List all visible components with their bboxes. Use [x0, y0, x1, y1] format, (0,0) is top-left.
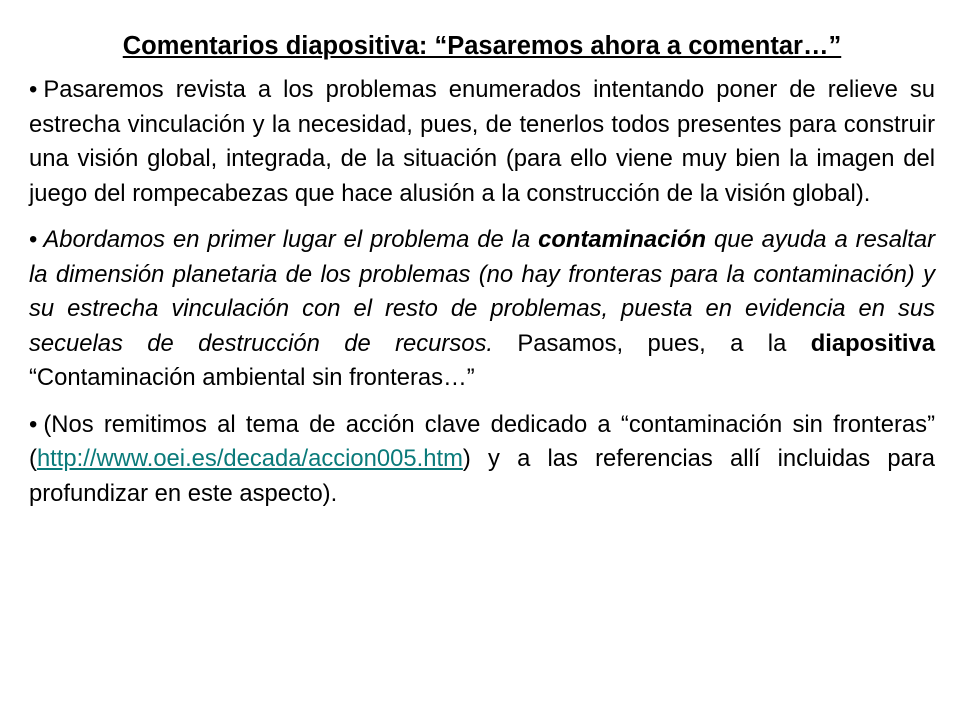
paragraph-revista: [29, 73, 935, 211]
bullet-point: •: [29, 410, 38, 438]
bullet-point: •: [29, 226, 38, 254]
paragraph-contaminacion: [29, 223, 935, 396]
keyword-contaminacion: contaminación: [538, 226, 707, 254]
paragraph-contaminacion-italic-before: Abordamos en primer lugar el problema de la: [43, 226, 539, 254]
keyword-diapositiva: diapositiva: [810, 329, 935, 357]
paragraph-contaminacion-italic-after: que ayuda a resaltar la dimensión planetaria de los problemas (no hay fronteras para la contaminación) y su estrecha vinculación con el resto de problemas, puesta en evidencia en sus secuelas de destrucción de recursos.: [29, 226, 935, 357]
paragraph-referencias-after: ) y a las referencias allí incluidas para profundizar en este aspecto).: [29, 445, 935, 507]
paragraph-referencias-before: (Nos remitimos al tema de acción clave dedicado a “contaminación sin fronteras” (: [29, 410, 935, 473]
slide-content: [29, 30, 935, 523]
paragraph-referencias: [29, 408, 935, 512]
paragraph-contaminacion-normal-before: Pasamos, pues, a la: [492, 329, 811, 357]
slide-title: Comentarios diapositiva: “Pasaremos ahora a comentar…”: [122, 32, 842, 60]
paragraph-contaminacion-normal-after: “Contaminación ambiental sin fronteras…”: [29, 364, 475, 392]
paragraph-revista-text: Pasaremos revista a los problemas enumerados intentando poner de relieve su estrecha vinculación y la necesidad, pues, de tenerlos todos presentes para construir una visión global, integrada, de la situación (para ello viene muy bien la imagen del juego del rompecabezas que hace alusión a la construcción de la visión global).: [29, 76, 935, 207]
bullet-point: •: [29, 76, 38, 104]
accion-clave-link[interactable]: http://www.oei.es/decada/accion005.htm: [36, 445, 463, 473]
